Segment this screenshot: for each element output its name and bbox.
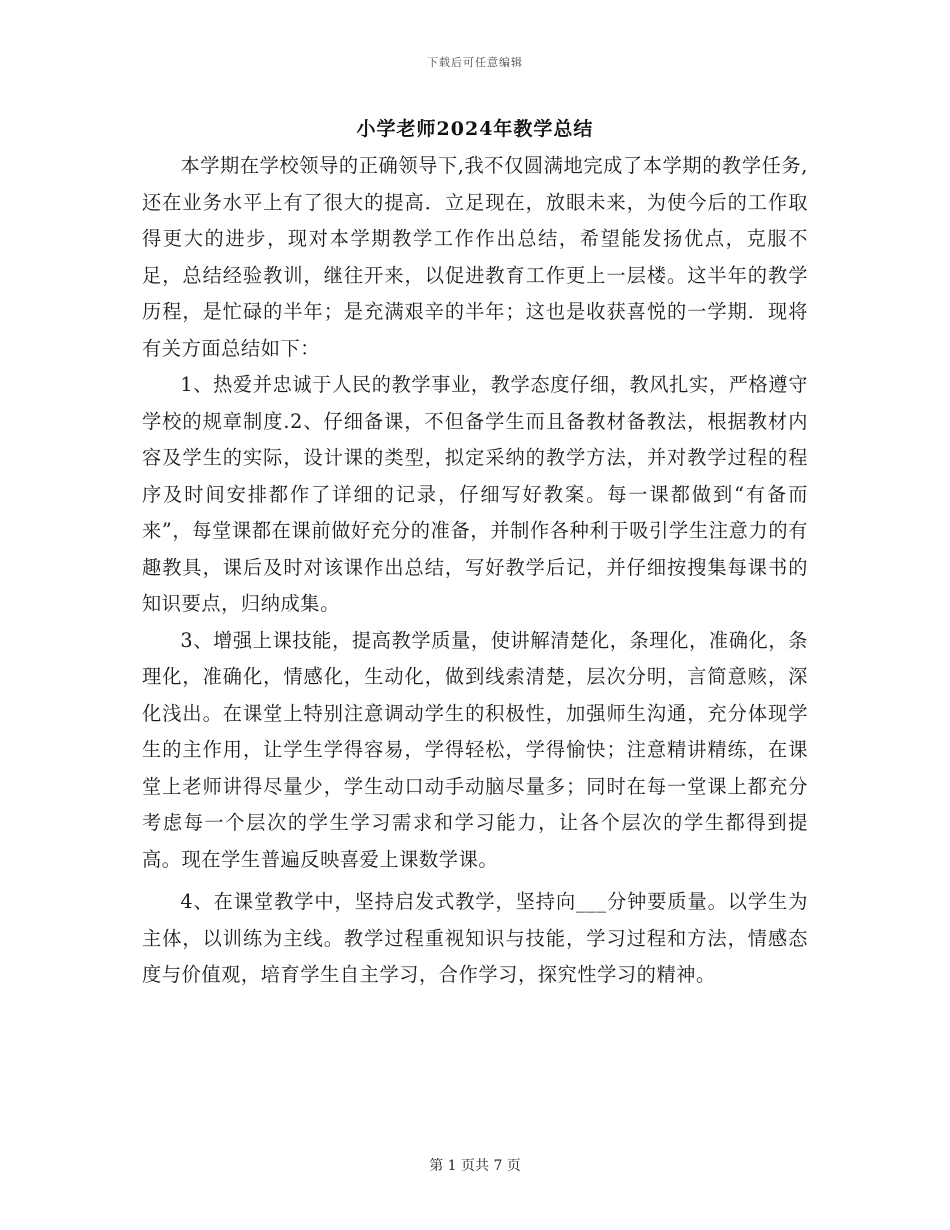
paragraph-item-1-2: 1、热爱并忠诚于人民的教学事业，教学态度仔细，教风扎实，严格遵守学校的规章制度.2、仔细备课，不但备学生而且备教材备教法，根据教材内容及学生的实际，设计课的类型，拟定采纳的教学方法，并对教学过程的程序及时间安排都作了详细的记录，仔细写好教案。每一课都做到“有备而来”，每堂课都在课前做好充分的准备，并制作各种利于吸引学生注意力的有趣教具，课后及时对该课作出总结，写好教学后记，并仔细按搜集每课书的知识要点，归纳成集。 [142,373,808,615]
document-body [142,148,808,994]
paragraph-item-3: 3、增强上课技能，提高教学质量，使讲解清楚化，条理化，准确化，条理化，准确化，情感化，生动化，做到线索清楚，层次分明，言简意赅，深化浅出。在课堂上特别注意调动学生的积极性，加强师生沟通，充分体现学生的主作用，让学生学得容易，学得轻松，学得愉快；注意精讲精练，在课堂上老师讲得尽量少，学生动口动手动脑尽量多；同时在每一堂课上都充分考虑每一个层次的学生学习需求和学习能力，让各个层次的学生都得到提高。现在学生普遍反映喜爱上课数学课。 [142,628,808,871]
document-title: 小学老师2024年教学总结 [356,118,594,140]
page-header: 下载后可任意编辑 [427,56,523,69]
page-number: 第 1 页共 7 页 [429,1158,521,1174]
paragraph-intro: 本学期在学校领导的正确领导下,我不仅圆满地完成了本学期的教学任务,还在业务水平上有了很大的提高．立足现在，放眼未来，为使今后的工作取得更大的进步，现对本学期教学工作作出总结，希望能发扬优点，克服不足，总结经验教训，继往开来，以促进教育工作更上一层楼。这半年的教学历程，是忙碌的半年；是充满艰辛的半年；这也是收获喜悦的一学期．现将有关方面总结如下： [142,154,808,360]
paragraph-item-4: 4、在课堂教学中，坚持启发式教学，坚持向___分钟要质量。以学生为主体，以训练为主线。教学过程重视知识与技能，学习过程和方法，情感态度与价值观，培育学生自主学习，合作学习，探究性学习的精神。 [142,890,808,986]
